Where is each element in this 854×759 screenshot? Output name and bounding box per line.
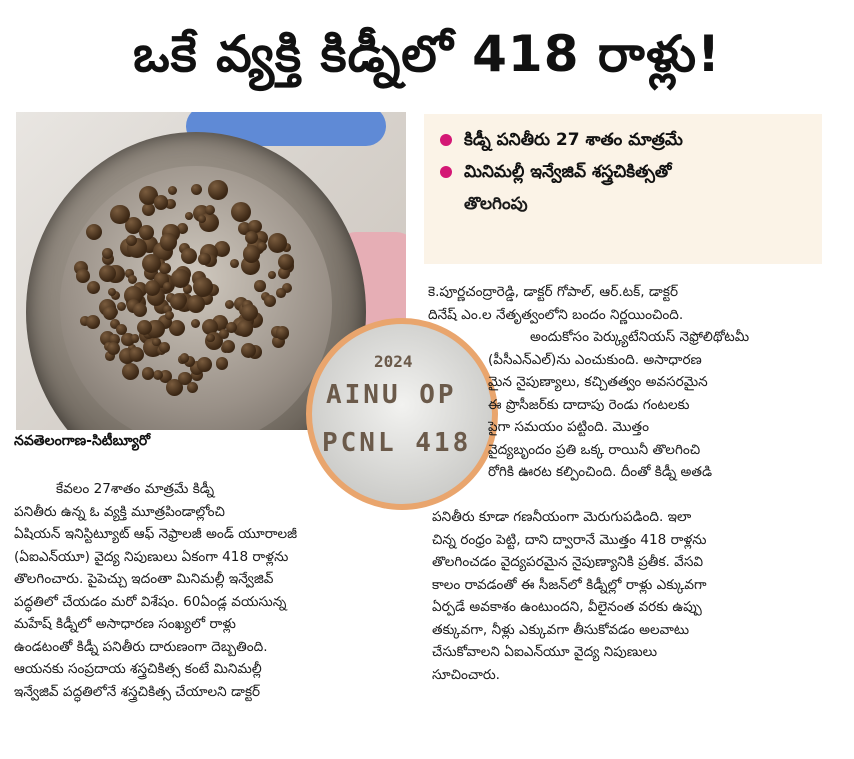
text-line: తక్కువగా, నీళ్లు ఎక్కువగా తీసుకోవడం అలవాటు bbox=[432, 621, 690, 638]
text-line: చిన్న రంధ్రం పెట్టి, దాని ద్వారానే మొత్తం 418 రాళ్లను bbox=[432, 531, 707, 548]
kidney-stone bbox=[185, 212, 193, 220]
kidney-stone bbox=[245, 231, 258, 244]
inset-line-3: PCNL 418 bbox=[322, 428, 472, 458]
text-line: కేవలం 27శాతం మాత్రమే కిడ్నీ bbox=[56, 481, 215, 497]
kidney-stone bbox=[160, 233, 177, 250]
inset-line-2: AINU OP bbox=[326, 380, 457, 410]
kidney-stone bbox=[206, 334, 214, 342]
kidney-stone bbox=[225, 300, 234, 309]
kidney-stone bbox=[142, 203, 155, 216]
kidney-stone bbox=[110, 205, 130, 225]
kidney-stone bbox=[276, 288, 286, 298]
photo-caption: నవతెలంగాణ-సిటీబ్యూరో bbox=[14, 433, 151, 449]
right-column-bottom bbox=[432, 506, 834, 686]
kidney-stone bbox=[131, 334, 140, 343]
text-line: చేసుకోవాలని ఏఐఎన్‌యూ వైద్య నిపుణులు bbox=[432, 644, 658, 660]
kidney-stone bbox=[117, 302, 126, 311]
text-line: పైగా సమయం పట్టింది. మొత్తం bbox=[488, 419, 649, 435]
kidney-stone bbox=[154, 195, 169, 210]
kidney-stone bbox=[116, 324, 127, 335]
right-column-middle bbox=[488, 326, 834, 484]
text-line: పద్ధతిలో చేయడం మరో విశేషం. 60ఏండ్ల వయసున్న bbox=[14, 593, 287, 610]
text-line: (ఏఐఎన్‌యూ) వైద్య నిపుణులు ఏకంగా 418 రాళ్లను bbox=[14, 548, 289, 565]
kidney-stone bbox=[163, 282, 172, 291]
kidney-stone bbox=[159, 263, 171, 275]
highlight-text: మినిమల్లీ ఇన్వేజివ్ శస్త్రచికిత్సతో bbox=[464, 162, 672, 182]
text-line: మహేష్ కిడ్నీలో అసాధారణ సంఖ్యలో రాళ్లు bbox=[14, 616, 236, 632]
kidney-stone bbox=[191, 184, 202, 195]
text-line: కె.పూర్ణచంద్రారెడ్డి, డాక్టర్ గోపాల్, ఆర్.టక్, డాక్టర్ bbox=[428, 284, 678, 300]
kidney-stone bbox=[133, 303, 147, 317]
text-line: ఉండటంతో కిడ్నీ పనితీరు దారుణంగా దెబ్బతింది. bbox=[14, 638, 268, 655]
kidney-stone bbox=[237, 320, 254, 337]
kidney-stone bbox=[86, 224, 103, 241]
highlight-text: కిడ్నీ పనితీరు 27 శాతం మాత్రమే bbox=[464, 130, 683, 150]
kidney-stone bbox=[102, 248, 113, 259]
kidney-stone bbox=[231, 202, 251, 222]
kidney-stone bbox=[222, 340, 236, 354]
text-line: పనితీరు కూడా గణనీయంగా మెరుగుపడింది. ఇలా bbox=[432, 509, 692, 525]
text-line: మైన నైపుణ్యాలు, కచ్చితత్వం అవసరమైన bbox=[488, 374, 708, 390]
kidney-stone bbox=[187, 295, 205, 313]
bullet-icon bbox=[440, 134, 452, 146]
kidney-stone bbox=[276, 326, 289, 339]
text-line: కాలం రావడంతో ఈ సీజన్‌లో కిడ్నీల్లో రాళ్లు ఎక్కువగా bbox=[432, 576, 707, 593]
kidney-stone bbox=[168, 186, 178, 196]
text-line: పనితీరు ఉన్న ఓ వ్యక్తి మూత్రపిండాల్లోంచి bbox=[14, 503, 225, 520]
text-line: రోగికి ఊరట కల్పించింది. దీంతో కిడ్నీ అతడి bbox=[488, 464, 713, 480]
kidney-stone bbox=[165, 311, 174, 320]
kidney-stone bbox=[142, 367, 155, 380]
text-line: (పీసీఎన్ఎల్)ను ఎంచుకుంది. అసాధారణ bbox=[488, 351, 702, 368]
kidney-stone bbox=[219, 329, 229, 339]
kidney-stone bbox=[122, 363, 139, 380]
kidney-stone bbox=[268, 271, 276, 279]
kidney-stone bbox=[264, 295, 276, 307]
kidney-stone bbox=[99, 265, 116, 282]
kidney-stone bbox=[87, 281, 100, 294]
kidney-stone bbox=[197, 357, 212, 372]
text-line: అందుకోసం పెర్క్యుటేనియస్ నెఫ్రోలిథోటమీ bbox=[530, 329, 750, 345]
kidney-stone bbox=[205, 205, 215, 215]
highlights-box bbox=[424, 114, 822, 264]
left-column bbox=[14, 478, 414, 703]
kidney-stone bbox=[129, 347, 144, 362]
bullet-icon bbox=[440, 166, 452, 178]
kidney-stone bbox=[243, 245, 260, 262]
text-line: దినేష్ ఎం.ల నేతృత్వంలోని బందం నిర్ణయించింది. bbox=[428, 306, 684, 323]
stones-pile bbox=[60, 166, 332, 430]
kidney-stone bbox=[86, 315, 100, 329]
text-line: ఏషియన్ ఇనిస్టిట్యూట్ ఆఫ్ నెఫ్రాలజీ అండ్ యూరాలజీ bbox=[14, 526, 298, 542]
kidney-stone bbox=[181, 248, 197, 264]
kidney-stone bbox=[268, 233, 288, 253]
kidney-stone bbox=[254, 280, 265, 291]
kidney-stone bbox=[107, 342, 120, 355]
inset-year: 2024 bbox=[374, 352, 413, 371]
text-line: ఆయనకు సంప్రదాయ శస్త్రచికిత్స కంటే మినిమల్లీ bbox=[14, 661, 262, 677]
kidney-stone bbox=[76, 269, 90, 283]
headline: ఒకే వ్యక్తి కిడ్నీలో 418 రాళ్లు! bbox=[133, 25, 721, 83]
text-line: వైద్యబృందం ప్రతి ఒక్క రాయినీ తొలగించి bbox=[488, 441, 701, 458]
text-line: సూచించారు. bbox=[432, 666, 501, 683]
kidney-stone bbox=[103, 306, 117, 320]
kidney-stone bbox=[193, 277, 213, 297]
kidney-stone bbox=[145, 280, 161, 296]
kidney-stone bbox=[208, 180, 228, 200]
highlight-item bbox=[440, 156, 806, 188]
highlight-item bbox=[440, 124, 806, 156]
kidney-stone bbox=[180, 353, 189, 362]
text-line: ఈ ప్రొసీజర్‌కు దాదాపు రెండు గంటలకు bbox=[488, 396, 690, 413]
kidney-stone bbox=[191, 319, 200, 328]
right-column-top bbox=[428, 281, 834, 326]
highlight-continuation: తొలగింపు bbox=[464, 194, 528, 214]
text-line: తొలగించారు. పైపెచ్చు ఇదంతా మినిమల్లీ ఇన్వేజివ్ bbox=[14, 571, 274, 587]
kidney-stone bbox=[139, 225, 154, 240]
kidney-stone bbox=[187, 382, 198, 393]
text-line: ఇన్వేజివ్ పద్ధతిలోనే శస్త్రచికిత్స చేయాలని డాక్టర్ bbox=[14, 683, 261, 700]
text-line: తొలగించడం వైద్యపరమైన నైపుణ్యానికి ప్రతీక. వేసవి bbox=[432, 554, 704, 570]
kidney-stone bbox=[216, 357, 229, 370]
text-line: ఏర్పడే అవకాశం ఉంటుందని, వీలైనంత వరకు ఉప్పు bbox=[432, 599, 702, 615]
kidney-stone bbox=[171, 269, 189, 287]
kidney-stone bbox=[278, 254, 294, 270]
kidney-stone bbox=[198, 253, 211, 266]
kidney-stone bbox=[108, 288, 116, 296]
kidney-stone bbox=[159, 342, 170, 353]
kidney-stone bbox=[230, 259, 239, 268]
kidney-stone bbox=[142, 254, 161, 273]
